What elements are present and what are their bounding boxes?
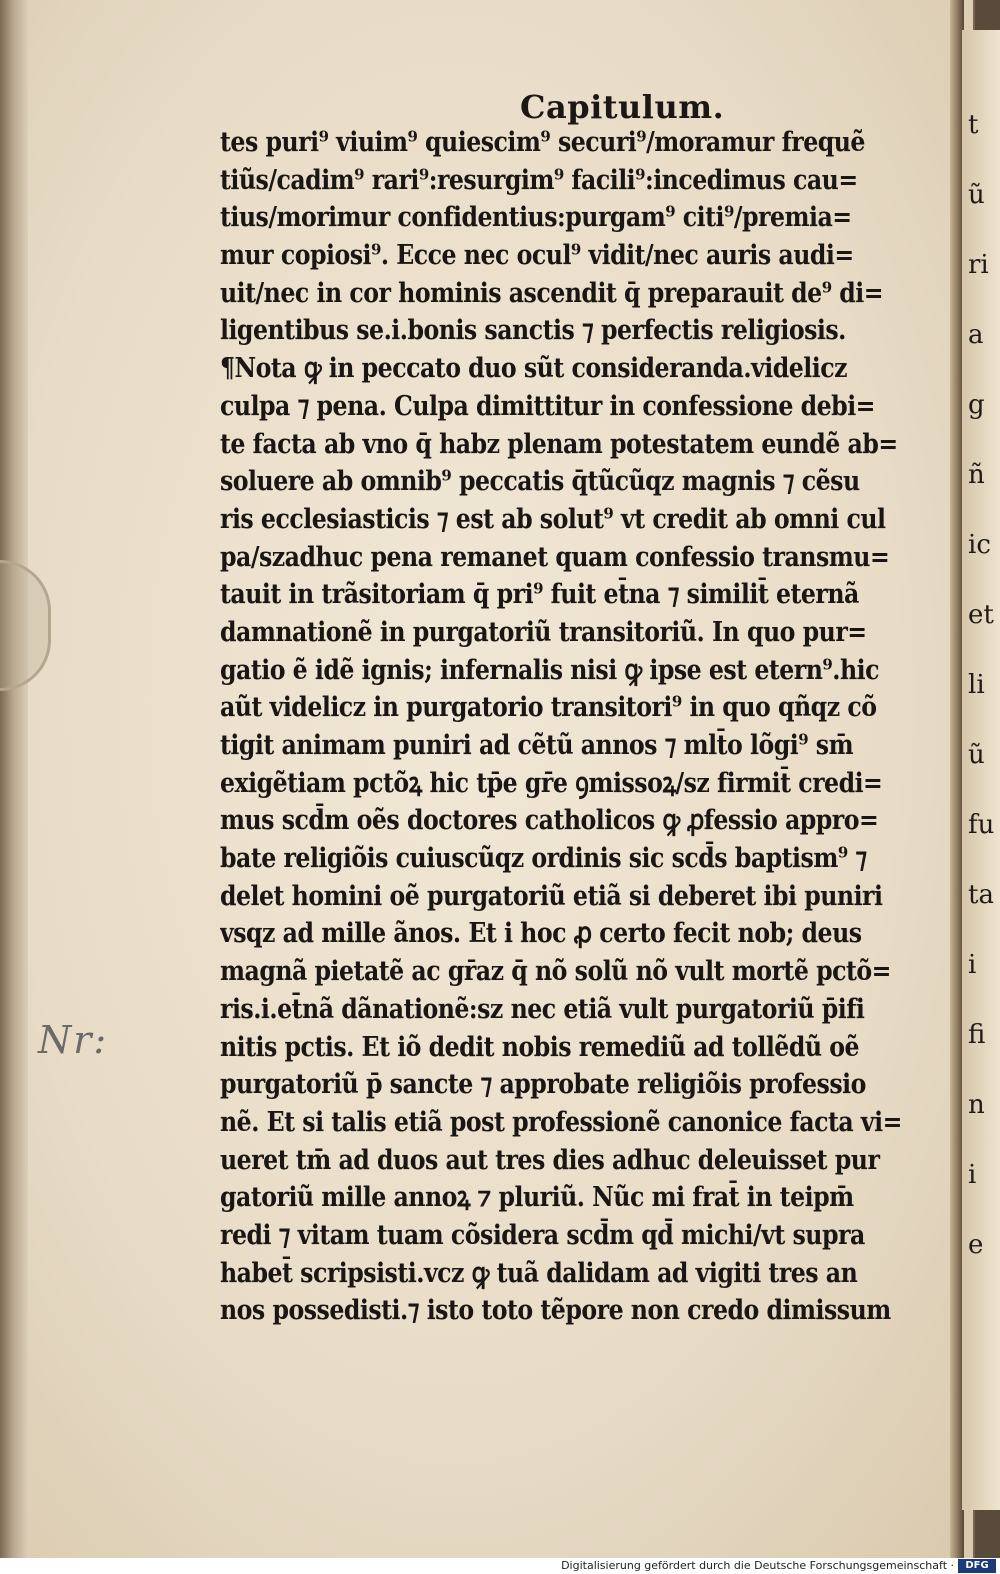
facing-page-fragment: i (968, 1160, 977, 1190)
text-line: mus scd̄m oẽs doctores catholicos ꝙ ꝓfessio appro= (220, 804, 879, 837)
text-line: culpa ⁊ pena. Culpa dimittitur in confessione debi= (220, 389, 875, 422)
text-line: nitis pctis. Et iõ dedit nobis remediũ ad tollẽdũ oẽ (220, 1030, 860, 1063)
text-line: mur copiosi⁹. Ecce nec ocul⁹ vidit/nec auris audi= (220, 239, 854, 272)
text-line: uit/nec in cor hominis ascendit q̄ preparauit de⁹ di= (220, 276, 884, 309)
facing-page-fragment: n (968, 1090, 985, 1120)
text-line: ris.i.et̄nã dãnationẽ:sz nec etiã vult purgatoriũ p̄ifi (220, 992, 865, 1025)
text-line: ligentibus se.i.bonis sanctis ⁊ perfectis religiosis. (220, 314, 846, 347)
text-line: pa/szadhuc pena remanet quam confessio transmu= (220, 540, 890, 573)
facing-page-fragment: g (968, 390, 985, 420)
text-line: gatoriũ mille annoꝝ ⁊ pluriũ. Nũc mi frat̄ in teipm̄ (220, 1181, 854, 1214)
text-line: tius/morimur confidentius:purgam⁹ citi⁹/premia= (220, 201, 852, 234)
text-line: damnationẽ in purgatoriũ transitoriũ. In quo pur= (220, 615, 867, 648)
margin-note: Nr: (38, 1018, 109, 1062)
footer-bar (0, 1558, 1000, 1574)
text-line: tes puri⁹ viuim⁹ quiescim⁹ securi⁹/moramur frequẽ (220, 126, 865, 158)
text-line: tauit in trãsitoriam q̄ pri⁹ fuit et̄na ⁊ similit̄ eternã (220, 578, 859, 611)
text-line: purgatoriũ p̄ sancte ⁊ approbate religiõis professio (220, 1068, 866, 1101)
facing-page-fragment: e (968, 1230, 984, 1260)
facing-page-fragment: ri (968, 250, 989, 280)
facing-page-fragment: i (968, 950, 977, 980)
footer-credit: Digitalisierung gefördert durch die Deutsche Forschungsgemeinschaft · (561, 1559, 954, 1572)
text-line: nẽ. Et si talis etiã post professionẽ canonice facta vi= (220, 1105, 902, 1138)
facing-page-edge (962, 30, 1000, 1510)
running-header: Capitulum. (520, 88, 725, 126)
text-block (220, 124, 940, 1330)
text-line: vsqz ad mille ãnos. Et i hoc ꝓ certo fecit nob; deus (220, 917, 862, 950)
text-line: gatio ẽ idẽ ignis; infernalis nisi ꝙ ipse est etern⁹.hic (220, 653, 880, 686)
text-line: aũt videlicz in purgatorio transitori⁹ in quo qñqz cõ (220, 691, 877, 724)
text-line: habet̄ scripsisti.vcz ꝙ tuã dalidam ad vigiti tres an (220, 1256, 858, 1289)
facing-page-fragment: ũ (968, 180, 985, 210)
facing-page-fragment: fu (968, 810, 995, 840)
text-line: nos possedisti.⁊ isto toto tẽpore non credo dimissum (220, 1294, 891, 1327)
facing-page-fragment: ta (968, 880, 994, 910)
text-line: delet homini oẽ purgatoriũ etiã si deberet ibi puniri (220, 879, 883, 912)
text-line: bate religiõis cuiuscũqz ordinis sic scd̄s baptism⁹ ⁊ (220, 842, 867, 875)
facing-page-fragment: t (968, 110, 979, 140)
text-line: ¶Nota ꝙ in peccato duo sũt consideranda.videlicz (220, 352, 848, 385)
text-line: redi ⁊ vitam tuam cõsidera scd̄m qd̄ michi/vt supra (220, 1218, 865, 1251)
text-line: exigẽtiam pctõꝝ hic tp̄e gr̄e ꝯmissoꝝ/sz firmit̄ credi= (220, 766, 883, 799)
text-line: ueret tm̄ ad duos aut tres dies adhuc deleuisset pur (220, 1143, 880, 1176)
text-line: tiũs/cadim⁹ rari⁹:resurgim⁹ facili⁹:incedimus cau= (220, 163, 858, 196)
facing-page-fragment: fi (968, 1020, 986, 1050)
facing-page-fragment: li (968, 670, 985, 700)
facing-page-fragment: ic (968, 530, 991, 560)
text-line: te facta ab vno q̄ habz plenam potestatem eundẽ ab= (220, 427, 898, 460)
facing-page-fragment: et (968, 600, 994, 630)
text-line: tigit animam puniri ad cẽtũ annos ⁊ mlt̄o lõgi⁹ sm̄ (220, 729, 854, 761)
text-line: magnã pietatẽ ac gr̄az q̄ nõ solũ nõ vult mortẽ pctõ= (220, 955, 891, 988)
facing-page-fragment: ũ (968, 740, 985, 770)
text-line: ris ecclesiasticis ⁊ est ab solut⁹ vt credit ab omni cul (220, 502, 886, 535)
facing-page-fragment: ñ (968, 460, 985, 490)
facing-page-fragment: a (968, 320, 984, 350)
dfg-logo: DFG (958, 1559, 996, 1573)
text-line: soluere ab omnib⁹ peccatis q̄tũcũqz magnis ⁊ cẽsu (220, 465, 860, 498)
